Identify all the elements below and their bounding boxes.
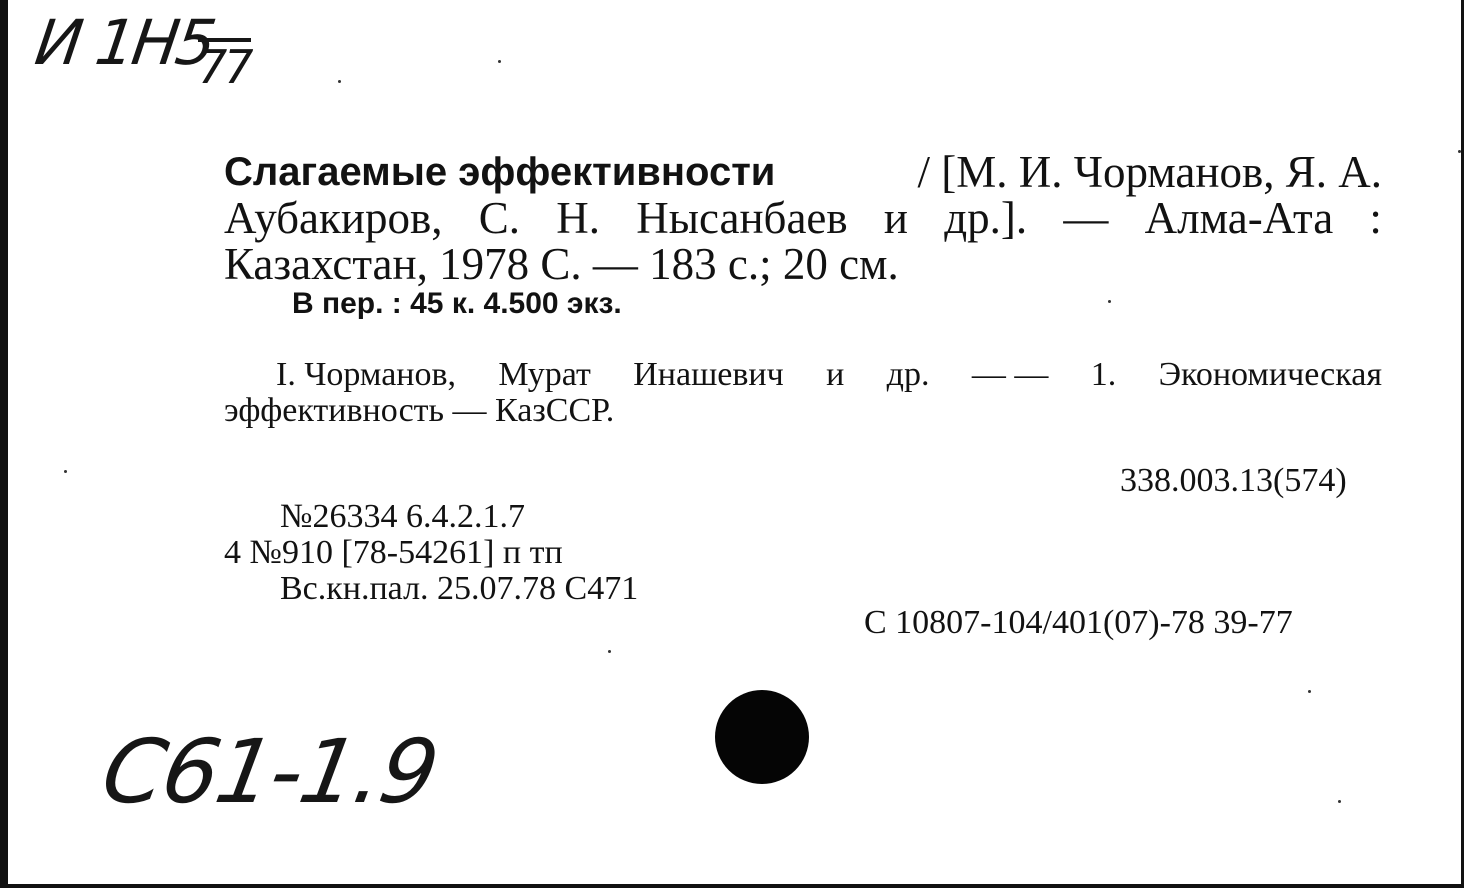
scan-speck	[608, 650, 611, 653]
authors-part-1: / [М. И. Чорманов, Я. А.	[917, 147, 1382, 197]
description-line-1	[224, 146, 1382, 198]
word: Н.	[556, 193, 600, 243]
word: Инашевич	[633, 356, 784, 393]
word: — —	[971, 356, 1049, 393]
scan-speck	[338, 80, 341, 83]
scan-speck	[1308, 690, 1311, 693]
word: —	[1063, 193, 1109, 243]
udc-number: 338.003.13(574)	[1120, 462, 1347, 499]
word: Аубакиров,	[224, 193, 443, 243]
handwritten-call-number: С61-1.9	[94, 720, 445, 823]
word: Мурат	[498, 356, 591, 393]
word: С.	[478, 193, 520, 243]
word: :	[1369, 193, 1382, 243]
description-line-2	[224, 192, 1382, 244]
publication-place: Алма-Ата	[1144, 193, 1334, 243]
shelf-mark: И 1Н5	[30, 6, 218, 79]
card-code-1: №26334 6.4.2.1.7	[280, 498, 525, 535]
tracing-line-1	[276, 356, 1382, 394]
word: 1.	[1090, 356, 1117, 393]
word: др.	[886, 356, 930, 393]
price-and-edition: В пер. : 45 к. 4.500 экз.	[292, 287, 622, 320]
word: и	[883, 193, 908, 243]
scan-speck	[1458, 150, 1461, 153]
card-code-4: С 10807-104/401(07)-78 39-77	[864, 604, 1293, 641]
shelf-mark-subscript: 77	[198, 40, 251, 94]
word: и	[826, 356, 845, 393]
subject-heading: Экономическая	[1158, 356, 1382, 393]
word: др.].	[944, 193, 1028, 243]
scan-speck	[64, 470, 67, 473]
scan-speck	[1338, 800, 1341, 803]
word: Нысанбаев	[636, 193, 848, 243]
book-title: Слагаемые эффективности	[224, 150, 776, 194]
punch-hole	[715, 690, 809, 784]
card-code-3: Вс.кн.пал. 25.07.78 С471	[280, 570, 639, 607]
word: I. Чорманов,	[276, 356, 457, 393]
card-code-2: 4 №910 [78-54261] п тп	[224, 534, 563, 571]
tracing-line-2: эффективность — КазССР.	[224, 392, 615, 429]
scan-speck	[498, 60, 501, 63]
description-line-3: Казахстан, 1978 С. — 183 с.; 20 см.	[224, 239, 899, 289]
scan-speck	[1108, 300, 1111, 303]
